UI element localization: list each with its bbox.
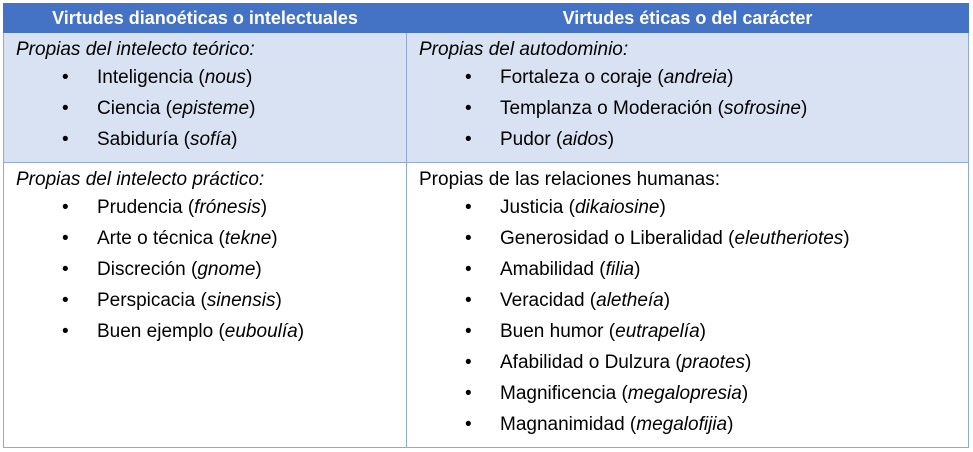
virtue-name: Magnanimidad ( <box>500 414 637 435</box>
bullet-icon: • <box>465 290 472 311</box>
virtue-name: Buen humor ( <box>500 321 616 342</box>
virtue-list <box>16 195 396 350</box>
closing-paren: ) <box>801 98 808 119</box>
virtue-name: Sabiduría ( <box>97 129 190 150</box>
closing-paren: ) <box>275 290 282 311</box>
greek-term: eleutheriotes <box>734 228 844 249</box>
greek-term: megalopresia <box>627 383 742 404</box>
bullet-icon: • <box>62 290 69 311</box>
group-title: Propias de las relaciones humanas: <box>419 169 721 190</box>
bullet-icon: • <box>465 383 472 404</box>
greek-term: tekne <box>224 228 272 249</box>
list-item <box>16 127 396 158</box>
cell-content <box>407 33 968 162</box>
virtue-list <box>419 195 958 443</box>
header-dianoetic: Virtudes dianoéticas o intelectuales <box>4 4 407 33</box>
list-item <box>419 381 958 412</box>
table-row <box>4 163 969 448</box>
closing-paren: ) <box>634 259 641 280</box>
virtue-name: Amabilidad ( <box>500 259 606 280</box>
closing-paren: ) <box>659 197 666 218</box>
greek-term: megalofijia <box>636 414 728 435</box>
closing-paren: ) <box>745 352 752 373</box>
list-item <box>419 195 958 226</box>
virtue-name: Magnificencia ( <box>500 383 628 404</box>
greek-term: sinensis <box>206 290 276 311</box>
list-item <box>419 288 958 319</box>
cell-theoretical-intellect <box>4 33 407 163</box>
group-title: Propias del intelecto teórico: <box>16 39 255 60</box>
bullet-icon: • <box>465 414 472 435</box>
greek-term: nous <box>204 67 246 88</box>
cell-content <box>4 163 406 354</box>
cell-human-relations <box>407 163 969 448</box>
list-item <box>419 319 958 350</box>
closing-paren: ) <box>741 383 749 404</box>
cell-content <box>4 33 406 162</box>
closing-paren: ) <box>271 228 278 249</box>
cell-self-control <box>407 33 969 163</box>
list-item <box>16 288 396 319</box>
greek-term: gnome <box>197 259 256 280</box>
list-item <box>16 96 396 127</box>
closing-paren: ) <box>255 259 262 280</box>
list-item <box>419 350 958 381</box>
greek-term: eutrapelía <box>615 321 700 342</box>
greek-term: frónesis <box>194 197 261 218</box>
virtue-name: Veracidad ( <box>500 290 597 311</box>
list-item <box>419 226 958 257</box>
greek-term: euboulía <box>224 321 298 342</box>
list-item <box>419 96 958 127</box>
closing-paren: ) <box>231 129 238 150</box>
header-ethical: Virtudes éticas o del carácter <box>407 4 969 33</box>
virtue-list <box>16 65 396 158</box>
greek-term: sofrosine <box>723 98 801 119</box>
bullet-icon: • <box>465 352 472 373</box>
closing-paren: ) <box>699 321 706 342</box>
virtue-name: Inteligencia ( <box>97 67 205 88</box>
list-item <box>419 257 958 288</box>
closing-paren: ) <box>727 67 734 88</box>
virtue-name: Justicia ( <box>500 197 575 218</box>
greek-term: sofía <box>189 129 232 150</box>
bullet-icon: • <box>465 67 472 88</box>
list-item <box>419 65 958 96</box>
list-item <box>419 127 958 158</box>
virtue-name: Discreción ( <box>97 259 198 280</box>
virtue-name: Fortaleza o coraje ( <box>500 67 664 88</box>
virtue-name: Templanza o Moderación ( <box>500 98 724 119</box>
greek-term: episteme <box>171 98 250 119</box>
virtue-name: Perspicacia ( <box>97 290 207 311</box>
virtue-name: Afabilidad o Dulzura ( <box>500 352 682 373</box>
closing-paren: ) <box>249 98 256 119</box>
virtue-name: Arte o técnica ( <box>97 228 225 249</box>
group-title: Propias del autodominio: <box>419 39 629 60</box>
greek-term: aidos <box>562 129 608 150</box>
list-item <box>419 412 958 443</box>
bullet-icon: • <box>62 129 69 150</box>
bullet-icon: • <box>465 259 472 280</box>
virtue-name: Ciencia ( <box>97 98 172 119</box>
cell-content <box>407 163 968 447</box>
closing-paren: ) <box>727 414 734 435</box>
greek-term: andreia <box>663 67 728 88</box>
closing-paren: ) <box>297 321 305 342</box>
greek-term: filia <box>605 259 635 280</box>
table-header-row <box>4 4 969 33</box>
virtue-name: Buen ejemplo ( <box>97 321 225 342</box>
closing-paren: ) <box>245 67 253 88</box>
bullet-icon: • <box>62 197 69 218</box>
table-row <box>4 33 969 163</box>
closing-paren: ) <box>843 228 850 249</box>
virtue-name: Generosidad o Liberalidad ( <box>500 228 735 249</box>
list-item <box>16 257 396 288</box>
virtue-name: Pudor ( <box>500 129 563 150</box>
bullet-icon: • <box>62 321 69 342</box>
bullet-icon: • <box>465 228 472 249</box>
greek-term: dikaiosine <box>574 197 660 218</box>
greek-term: praotes <box>681 352 746 373</box>
bullet-icon: • <box>465 197 472 218</box>
virtues-table <box>3 3 969 448</box>
bullet-icon: • <box>62 98 69 119</box>
closing-paren: ) <box>607 129 615 150</box>
bullet-icon: • <box>62 67 69 88</box>
group-title: Propias del intelecto práctico: <box>16 169 265 190</box>
greek-term: aletheía <box>596 290 664 311</box>
bullet-icon: • <box>465 129 472 150</box>
closing-paren: ) <box>663 290 671 311</box>
list-item <box>16 65 396 96</box>
bullet-icon: • <box>62 228 69 249</box>
virtue-name: Prudencia ( <box>97 197 195 218</box>
list-item <box>16 319 396 350</box>
bullet-icon: • <box>62 259 69 280</box>
virtue-list <box>419 65 958 158</box>
list-item <box>16 195 396 226</box>
cell-practical-intellect <box>4 163 407 448</box>
bullet-icon: • <box>465 321 472 342</box>
closing-paren: ) <box>260 197 268 218</box>
bullet-icon: • <box>465 98 472 119</box>
list-item <box>16 226 396 257</box>
